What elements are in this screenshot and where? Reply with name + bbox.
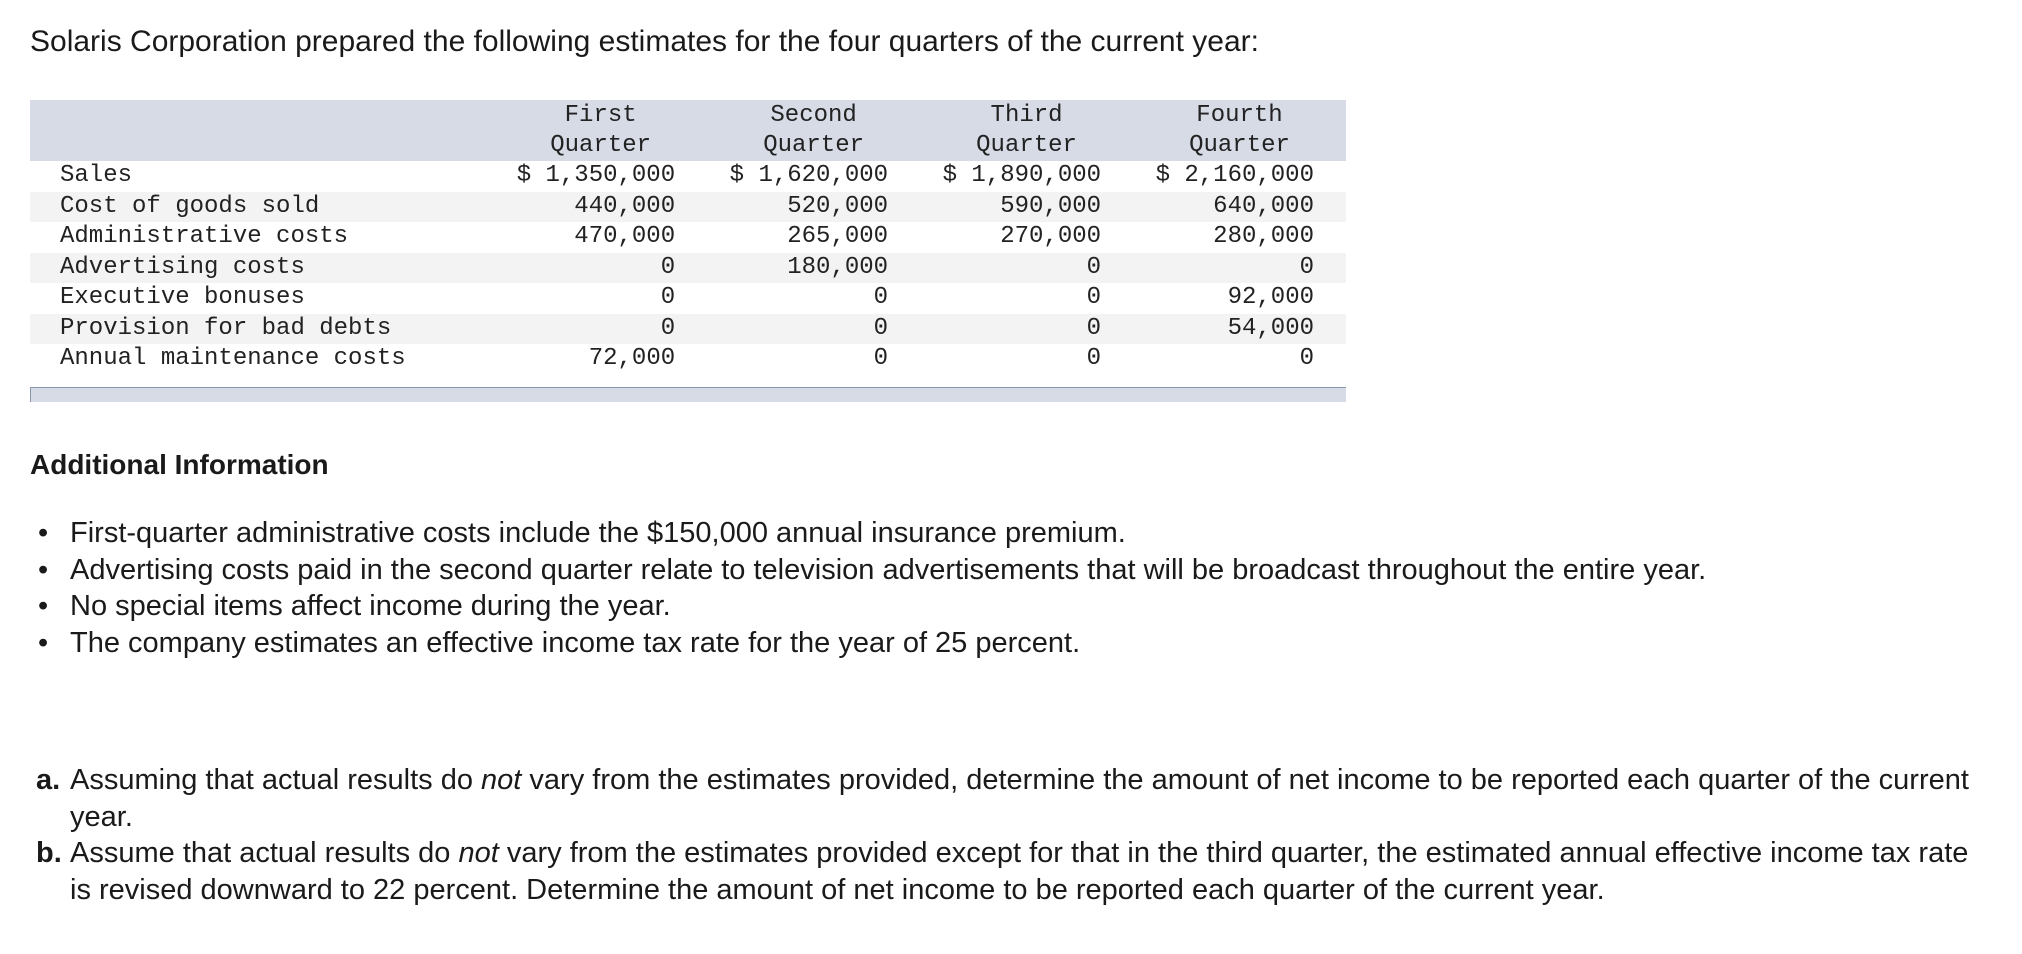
cell-value: 180,000	[787, 253, 889, 281]
cell-value: 520,000	[787, 192, 889, 220]
cell-value: 0	[660, 314, 676, 342]
list-item-text: The company estimates an effective income tax rate for the year of 25 percent.	[70, 626, 1081, 659]
cell-value: 640,000	[1213, 192, 1314, 220]
intro-text: Solaris Corporation prepared the following estimates for the four quarters of the current year:	[30, 25, 1259, 58]
row-label: Sales	[60, 162, 133, 189]
list-item	[30, 515, 1706, 552]
list-item	[30, 552, 1706, 589]
table-header-row	[30, 100, 1346, 161]
question-text-after: vary from the estimates provided, determine the amount of net income to be reported each quarter of the current year.	[70, 764, 1969, 833]
header-line2: Quarter	[1189, 132, 1290, 159]
question-text-after: vary from the estimates provided except for that in the third quarter, the estimated annual effective income tax rate is revised downward to 22 percent. Determine the amount of net income to be reported each quarter of the current year.	[70, 837, 1969, 906]
row-label: Advertising costs	[60, 253, 305, 281]
cell-value: $ 1,620,000	[729, 162, 889, 189]
cell-value: 590,000	[1000, 192, 1102, 220]
header-line1: Second	[770, 102, 857, 129]
cell-value: 470,000	[574, 223, 676, 250]
cell-value: 92,000	[1227, 284, 1314, 311]
list-item	[30, 588, 1706, 625]
cell-value: 0	[1086, 253, 1102, 281]
header-fourth-quarter	[1133, 100, 1346, 161]
question-a	[30, 762, 1990, 835]
cell-value: 0	[1299, 345, 1314, 372]
question-marker: b.	[36, 837, 62, 869]
bullet-icon: •	[38, 590, 49, 622]
cell-value: 0	[873, 314, 889, 342]
cell-value: 0	[873, 284, 889, 311]
questions-list	[30, 762, 1990, 908]
cell-value: $ 2,160,000	[1155, 162, 1314, 189]
row-label: Provision for bad debts	[60, 314, 392, 342]
table-row	[30, 314, 1346, 345]
question-b	[30, 835, 1990, 908]
cell-value: 54,000	[1227, 314, 1314, 342]
list-item-text: First-quarter administrative costs include the $150,000 annual insurance premium.	[70, 517, 1126, 549]
cell-value: 0	[1086, 314, 1102, 342]
header-line2: Quarter	[550, 132, 652, 159]
bullet-icon: •	[38, 626, 49, 659]
cell-value: 280,000	[1213, 223, 1314, 250]
table-row	[30, 283, 1346, 314]
row-label: Cost of goods sold	[60, 192, 320, 220]
row-label: Annual maintenance costs	[60, 345, 406, 372]
cell-value: 265,000	[787, 223, 889, 250]
header-line1: First	[564, 102, 637, 129]
header-line1: Third	[990, 102, 1063, 129]
bullet-icon: •	[38, 553, 49, 586]
cell-value: 0	[873, 345, 889, 372]
question-text-before: Assume that actual results do	[70, 837, 459, 869]
header-third-quarter	[920, 100, 1133, 161]
cell-value: $ 1,890,000	[942, 162, 1102, 189]
header-second-quarter	[707, 100, 920, 161]
cell-value: 0	[1299, 253, 1314, 281]
table-row	[30, 344, 1346, 375]
header-label-cell	[30, 100, 494, 161]
cell-value: 270,000	[1000, 223, 1102, 250]
question-text-before: Assuming that actual results do	[70, 764, 482, 796]
additional-info-list	[30, 515, 1706, 661]
cell-value: $ 1,350,000	[516, 162, 676, 189]
list-item	[30, 625, 1706, 662]
cell-value: 0	[660, 253, 676, 281]
table-row	[30, 253, 1346, 284]
header-first-quarter	[494, 100, 707, 161]
additional-info-heading: Additional Information	[30, 449, 329, 480]
bullet-icon: •	[38, 517, 49, 549]
table-row	[30, 161, 1346, 192]
cell-value: 0	[1086, 284, 1102, 311]
estimates-table-container	[30, 100, 1346, 402]
table-footer-bar	[30, 387, 1346, 402]
list-item-text: Advertising costs paid in the second quarter relate to television advertisements that will be broadcast throughout the entire year.	[70, 553, 1707, 586]
header-line2: Quarter	[763, 132, 865, 159]
cell-value: 440,000	[574, 192, 676, 220]
cell-value: 0	[1086, 345, 1102, 372]
table-row	[30, 222, 1346, 253]
row-label: Executive bonuses	[60, 284, 305, 311]
header-line1: Fourth	[1196, 102, 1283, 129]
list-item-text: No special items affect income during the year.	[70, 590, 671, 622]
cell-value: 72,000	[588, 345, 676, 372]
question-emphasis: not	[458, 837, 499, 869]
row-label: Administrative costs	[60, 223, 349, 250]
table-row	[30, 192, 1346, 223]
cell-value: 0	[660, 284, 676, 311]
estimates-table	[30, 100, 1346, 375]
question-emphasis: not	[481, 764, 522, 796]
question-marker: a.	[36, 764, 61, 796]
header-line2: Quarter	[976, 132, 1077, 159]
